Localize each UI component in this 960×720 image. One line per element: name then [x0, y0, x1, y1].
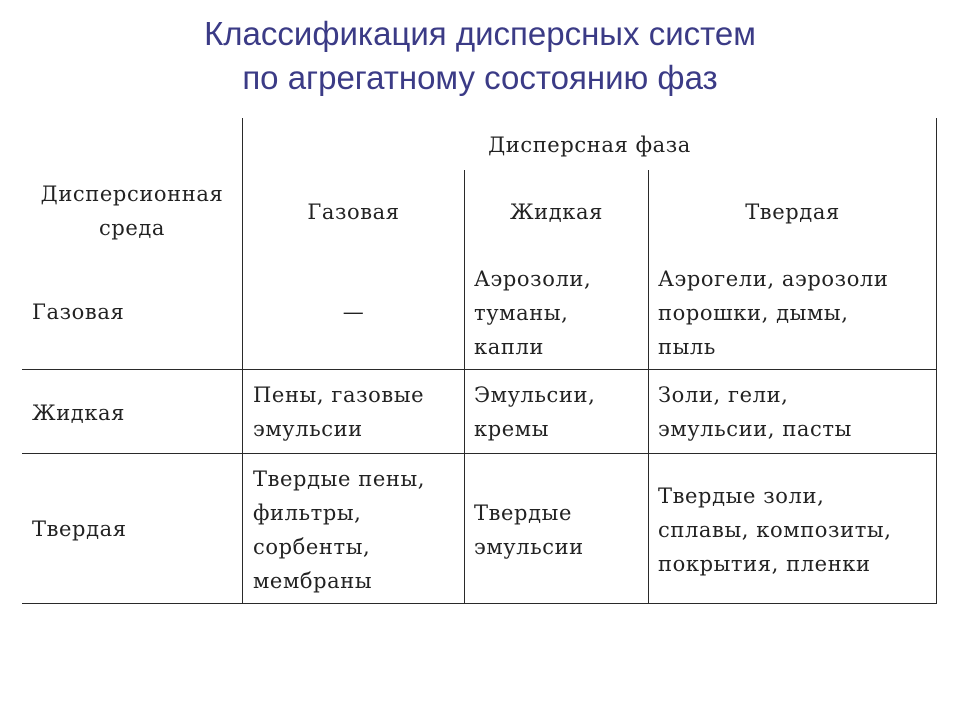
cell-line: капли	[474, 335, 544, 359]
slide-title-line-2: по агрегатному состоянию фаз	[242, 59, 718, 96]
cell-line: Аэрозоли,	[474, 267, 592, 291]
cell-line: эмульсии, пасты	[658, 417, 852, 441]
cell-line: покрытия, пленки	[658, 552, 871, 576]
cell-line: мембраны	[253, 569, 373, 593]
cell-line: Твердые пены,	[253, 467, 426, 491]
cell-solid-solid	[658, 479, 892, 581]
table-vline-liquid-solid	[648, 170, 649, 604]
cell-line: сплавы, композиты,	[658, 518, 892, 542]
cell-liquid-solid	[658, 378, 852, 446]
row-label-solid: Твердая	[32, 517, 127, 541]
cell-line: Твердые золи,	[658, 484, 825, 508]
cell-line: Эмульсии,	[474, 383, 596, 407]
header-medium-line-1: Дисперсионная	[40, 182, 224, 206]
cell-line: фильтры,	[253, 501, 362, 525]
cell-line: кремы	[474, 417, 550, 441]
table-hline-row2-bottom	[22, 453, 936, 454]
table-hline-row1-bottom	[22, 369, 936, 370]
cell-gas-solid	[658, 262, 888, 364]
cell-line: туманы,	[474, 301, 569, 325]
table-vline-left	[242, 118, 243, 604]
slide-title-line-1: Классификация дисперсных систем	[204, 15, 756, 52]
cell-line: пыль	[658, 335, 716, 359]
row-label-gas: Газовая	[32, 300, 125, 324]
cell-line: сорбенты,	[253, 535, 371, 559]
header-dispersion-medium	[22, 177, 242, 245]
cell-gas-gas: —	[342, 300, 365, 324]
cell-line: Золи, гели,	[658, 383, 789, 407]
table-vline-right	[936, 118, 937, 604]
cell-line: эмульсии	[253, 417, 363, 441]
cell-liquid-liquid	[474, 378, 595, 446]
cell-gas-liquid	[474, 262, 591, 364]
cell-solid-gas	[253, 462, 425, 598]
row-label-liquid: Жидкая	[32, 401, 126, 425]
table-vline-gas-liquid	[464, 170, 465, 604]
column-header-solid: Твердая	[745, 200, 840, 224]
table-hline-bottom	[22, 603, 936, 604]
cell-line: Аэрогели, аэрозоли	[658, 267, 889, 291]
cell-line: порошки, дымы,	[658, 301, 849, 325]
cell-line: Твердые	[474, 501, 572, 525]
column-header-gas: Газовая	[307, 200, 400, 224]
cell-liquid-gas	[253, 378, 424, 446]
header-dispersed-phase: Дисперсная фаза	[488, 133, 691, 157]
cell-solid-liquid	[474, 496, 584, 564]
cell-line: Пены, газовые	[253, 383, 425, 407]
column-header-liquid: Жидкая	[509, 200, 603, 224]
header-medium-line-2: среда	[98, 216, 166, 240]
cell-line: эмульсии	[474, 535, 584, 559]
